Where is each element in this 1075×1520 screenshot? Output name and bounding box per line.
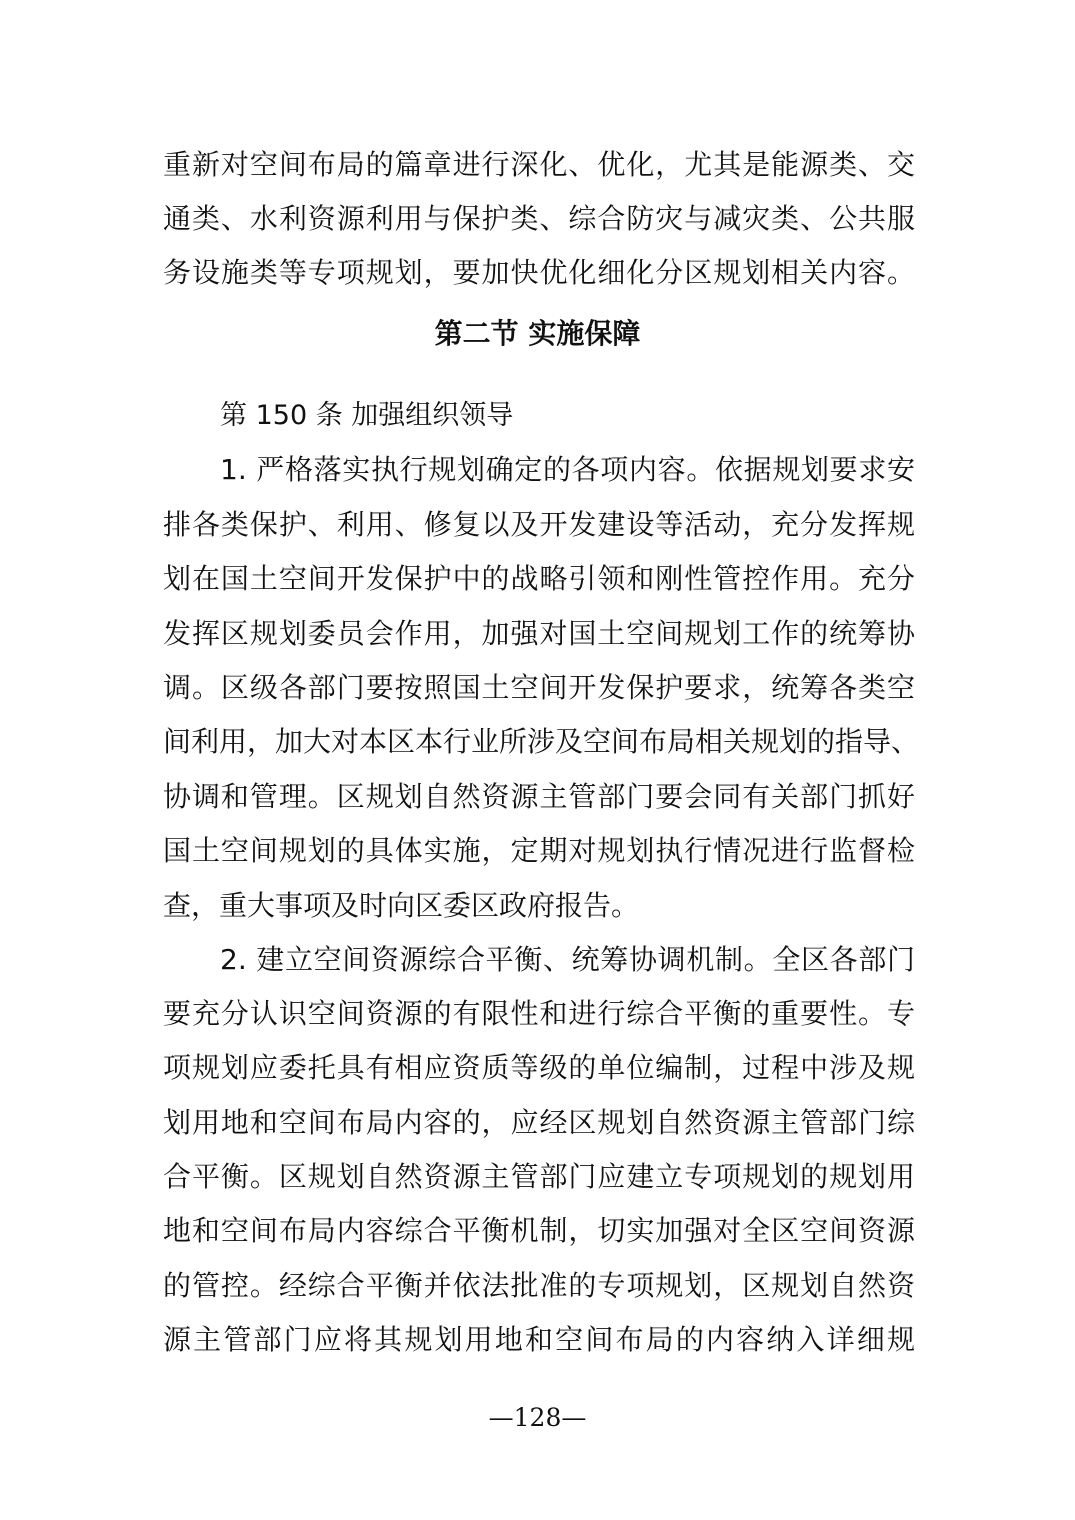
body-text-line: 查，重大事项及时向区委区政府报告。 xyxy=(163,889,640,922)
body-text-line: 发挥区规划委员会作用，加强对国土空间规划工作的统筹协 xyxy=(163,617,915,650)
body-text-line: 项规划应委托具有相应资质等级的单位编制，过程中涉及规 xyxy=(163,1051,915,1084)
body-text-line: 国土空间规划的具体实施，定期对规划执行情况进行监督检 xyxy=(163,834,915,867)
body-text-line: 地和空间布局内容综合平衡机制，切实加强对全区空间资源 xyxy=(163,1214,915,1247)
body-text-line: 合平衡。区规划自然资源主管部门应建立专项规划的规划用 xyxy=(163,1160,915,1193)
article-title: 第 150 条 加强组织领导 xyxy=(220,400,514,431)
body-text-line: 划在国土空间开发保护中的战略引领和刚性管控作用。充分 xyxy=(163,562,915,595)
body-text-line: 的管控。经综合平衡并依法批准的专项规划，区规划自然资 xyxy=(163,1269,915,1302)
body-text-line: 排各类保护、利用、修复以及开发建设等活动，充分发挥规 xyxy=(163,508,915,541)
body-text-line: 务设施类等专项规划，要加快优化细化分区规划相关内容。 xyxy=(163,256,915,289)
body-text-line: 源主管部门应将其规划用地和空间布局的内容纳入详细规 xyxy=(163,1323,915,1356)
body-text-line: 划用地和空间布局内容的，应经区规划自然资源主管部门综 xyxy=(163,1106,915,1139)
body-text-line: 协调和管理。区规划自然资源主管部门要会同有关部门抓好 xyxy=(163,780,915,813)
body-text-line: 1. 严格落实执行规划确定的各项内容。依据规划要求安 xyxy=(220,453,915,486)
section-title: 第二节 实施保障 xyxy=(434,317,641,350)
body-text-line: 重新对空间布局的篇章进行深化、优化，尤其是能源类、交 xyxy=(163,148,915,181)
body-text-line: 要充分认识空间资源的有限性和进行综合平衡的重要性。专 xyxy=(163,997,915,1030)
page-number: —128— xyxy=(488,1403,587,1432)
body-text-line: 调。区级各部门要按照国土空间开发保护要求，统筹各类空 xyxy=(163,671,915,704)
body-text-line: 间利用，加大对本区本行业所涉及空间布局相关规划的指导、 xyxy=(163,725,920,758)
body-text-line: 通类、水利资源利用与保护类、综合防灾与减灾类、公共服 xyxy=(163,202,915,235)
body-text-line: 2. 建立空间资源综合平衡、统筹协调机制。全区各部门 xyxy=(220,943,915,976)
